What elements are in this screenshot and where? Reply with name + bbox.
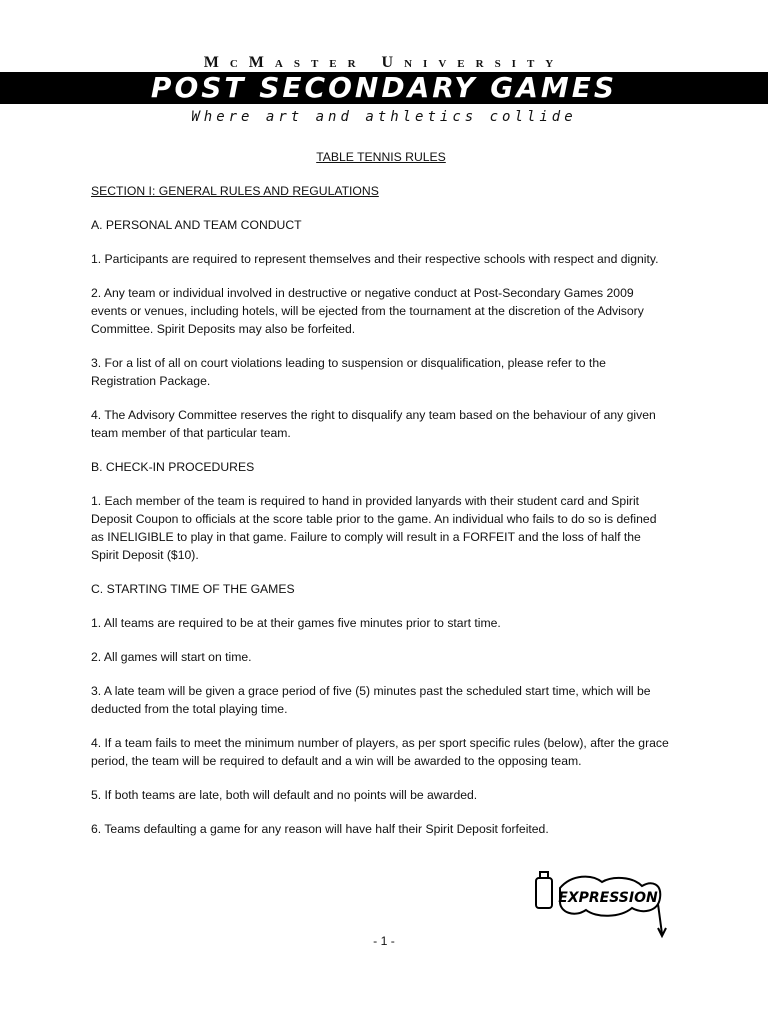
section-title: SECTION I: GENERAL RULES AND REGULATIONS <box>91 184 379 198</box>
document-body <box>91 148 671 854</box>
paragraph: 5. If both teams are late, both will default and no points will be awarded. <box>91 788 478 802</box>
paragraph: 4. If a team fails to meet the minimum number of players, as per sport specific rules (below), after the grace period, the team will be required to default and a win will be awarded to the opposing team. <box>91 736 669 768</box>
spray-can-icon <box>536 878 552 908</box>
paragraph: 1. Each member of the team is required to hand in provided lanyards with their student card and Spirit Deposit Coupon to officials at the score table prior to the game. An individual who fails to do so is defined as INELIGIBLE to play in that game. Failure to comply will result in a FORFEIT and the loss of half the Spirit Deposit ($10). <box>91 494 657 562</box>
paragraph: 2. All games will start on time. <box>91 650 252 664</box>
banner-title: POST SECONDARY GAMES <box>150 71 618 104</box>
expression-logo <box>532 868 672 942</box>
paragraph: 3. For a list of all on court violations leading to suspension or disqualification, please refer to the Registration Package. <box>91 356 606 388</box>
logo-text: EXPRESSION <box>558 890 658 906</box>
paragraph: 2. Any team or individual involved in destructive or negative conduct at Post-Secondary Games 2009 events or venues, including hotels, will be ejected from the tournament at the discretion of the Advisory Committee. Spirit Deposits may also be forfeited. <box>91 286 644 336</box>
games-banner <box>0 72 768 104</box>
subsection-heading: B. CHECK-IN PROCEDURES <box>91 460 255 474</box>
paragraph: 3. A late team will be given a grace period of five (5) minutes past the scheduled start time, which will be deducted from the total playing time. <box>91 684 651 716</box>
document-title: TABLE TENNIS RULES <box>316 150 446 164</box>
tagline: Where art and athletics collide <box>191 109 577 125</box>
paragraph: 4. The Advisory Committee reserves the right to disqualify any team based on the behaviour of any given team member of that particular team. <box>91 408 656 440</box>
paragraph: 1. All teams are required to be at their games five minutes prior to start time. <box>91 616 501 630</box>
paragraph: 6. Teams defaulting a game for any reason will have half their Spirit Deposit forfeited. <box>91 822 549 836</box>
subsection-heading: C. STARTING TIME OF THE GAMES <box>91 582 295 596</box>
page-number: - 1 - <box>373 934 395 948</box>
paragraph: 1. Participants are required to represent themselves and their respective schools with respect and dignity. <box>91 252 659 266</box>
university-name: McMaster University <box>203 54 565 71</box>
subsection-heading: A. PERSONAL AND TEAM CONDUCT <box>91 218 302 232</box>
